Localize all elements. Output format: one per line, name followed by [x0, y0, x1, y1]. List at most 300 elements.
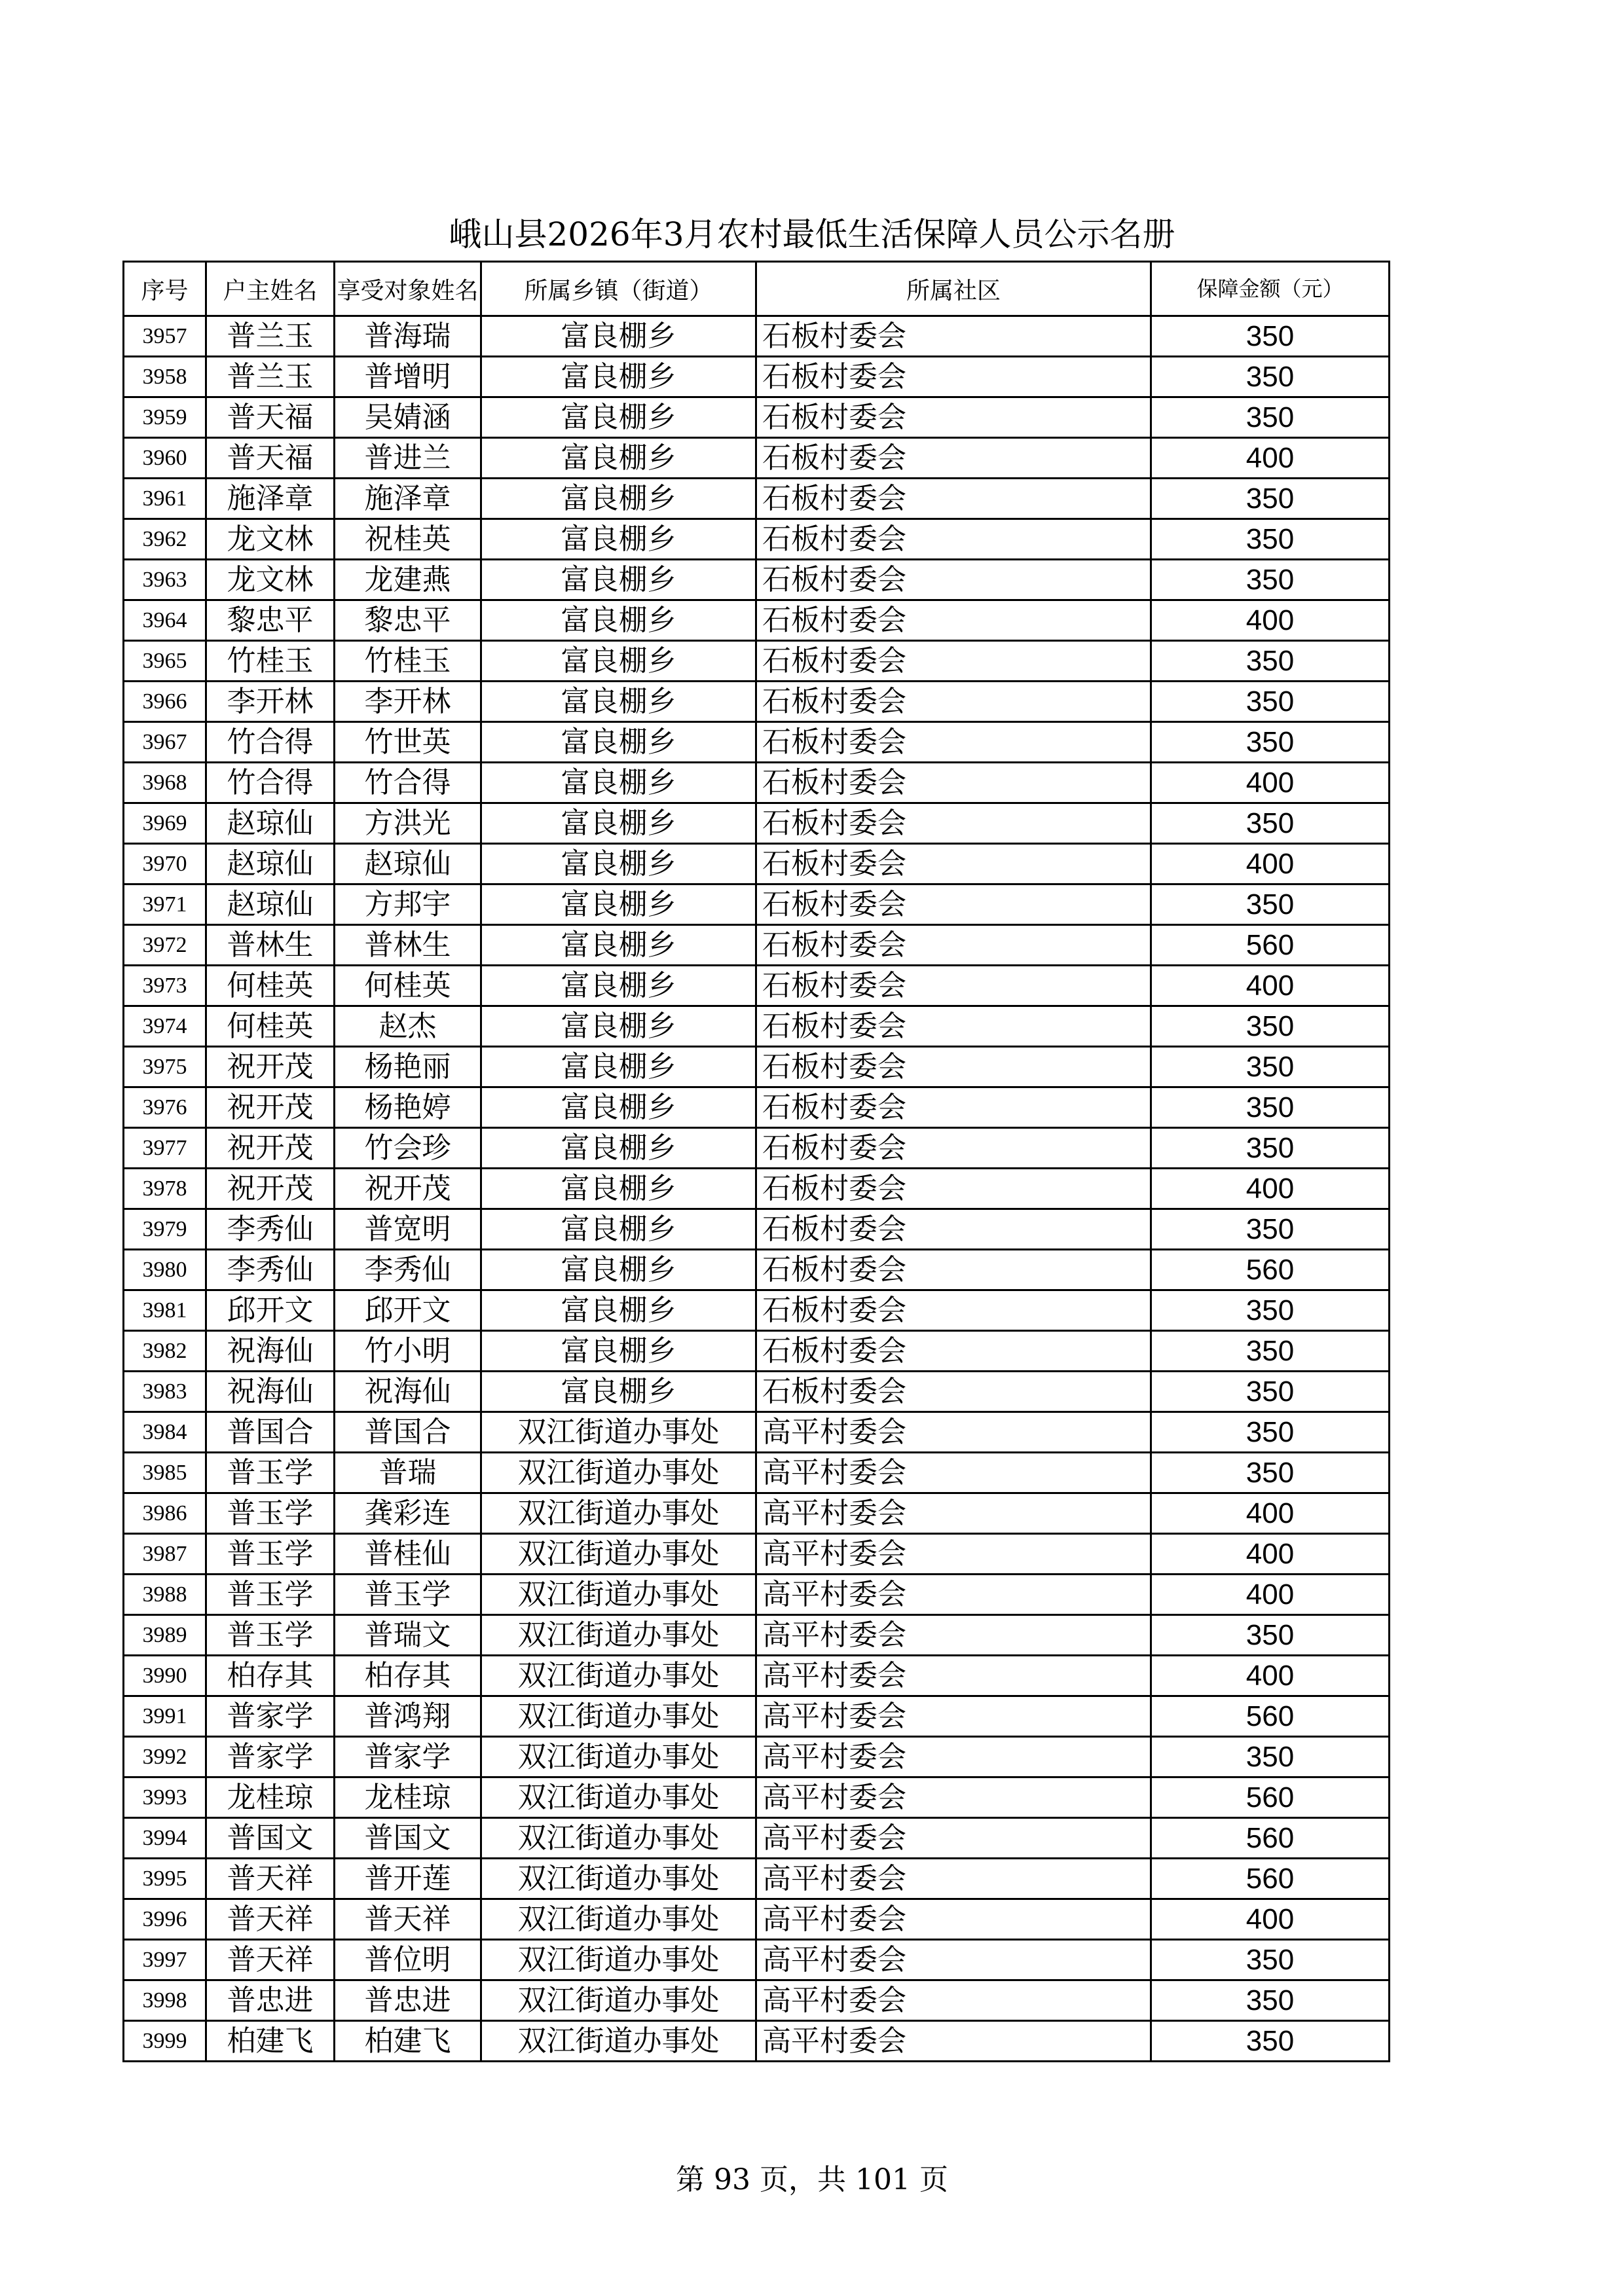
seq-cell: 3965	[124, 641, 206, 682]
householder-cell: 李秀仙	[206, 1209, 335, 1250]
township-cell: 双江街道办事处	[481, 1737, 756, 1777]
householder-cell: 李秀仙	[206, 1250, 335, 1290]
township-cell: 富良棚乡	[481, 925, 756, 966]
table-row	[124, 1899, 1390, 1940]
community-cell: 石板村委会	[756, 641, 1151, 682]
seq-cell: 3959	[124, 397, 206, 438]
community-cell: 高平村委会	[756, 1493, 1151, 1534]
beneficiary-cell: 普瑞文	[335, 1615, 481, 1656]
seq-cell: 3983	[124, 1372, 206, 1412]
township-cell: 双江街道办事处	[481, 1940, 756, 1980]
beneficiary-cell: 邱开文	[335, 1290, 481, 1331]
seq-cell: 3981	[124, 1290, 206, 1331]
beneficiary-cell: 李秀仙	[335, 1250, 481, 1290]
beneficiary-cell: 普国文	[335, 1818, 481, 1859]
table-row	[124, 682, 1390, 722]
beneficiary-cell: 竹世英	[335, 722, 481, 763]
beneficiary-cell: 竹会珍	[335, 1128, 481, 1169]
amount-cell: 400	[1151, 1493, 1390, 1534]
householder-cell: 何桂英	[206, 1006, 335, 1047]
township-cell: 富良棚乡	[481, 1209, 756, 1250]
beneficiary-cell: 柏建飞	[335, 2021, 481, 2062]
householder-cell: 普天祥	[206, 1940, 335, 1980]
seq-cell: 3960	[124, 438, 206, 479]
table-header-row	[124, 262, 1390, 316]
amount-cell: 350	[1151, 1412, 1390, 1453]
table-row	[124, 1615, 1390, 1656]
township-cell: 富良棚乡	[481, 1128, 756, 1169]
beneficiary-cell: 何桂英	[335, 966, 481, 1006]
community-cell: 石板村委会	[756, 1209, 1151, 1250]
householder-cell: 竹桂玉	[206, 641, 335, 682]
table-row	[124, 560, 1390, 600]
col-header-seq: 序号	[124, 262, 206, 316]
township-cell: 双江街道办事处	[481, 1615, 756, 1656]
seq-cell: 3980	[124, 1250, 206, 1290]
amount-cell: 400	[1151, 1169, 1390, 1209]
householder-cell: 竹合得	[206, 763, 335, 803]
amount-cell: 350	[1151, 2021, 1390, 2062]
beneficiary-cell: 黎忠平	[335, 600, 481, 641]
township-cell: 富良棚乡	[481, 1250, 756, 1290]
seq-cell: 3971	[124, 884, 206, 925]
community-cell: 石板村委会	[756, 1372, 1151, 1412]
seq-cell: 3963	[124, 560, 206, 600]
table-row	[124, 1087, 1390, 1128]
community-cell: 高平村委会	[756, 1818, 1151, 1859]
township-cell: 双江街道办事处	[481, 1453, 756, 1493]
community-cell: 高平村委会	[756, 2021, 1151, 2062]
householder-cell: 施泽章	[206, 479, 335, 519]
community-cell: 石板村委会	[756, 925, 1151, 966]
table-row	[124, 1696, 1390, 1737]
seq-cell: 3964	[124, 600, 206, 641]
community-cell: 高平村委会	[756, 1737, 1151, 1777]
amount-cell: 350	[1151, 1615, 1390, 1656]
householder-cell: 普忠进	[206, 1980, 335, 2021]
beneficiary-cell: 普国合	[335, 1412, 481, 1453]
community-cell: 高平村委会	[756, 1859, 1151, 1899]
amount-cell: 350	[1151, 1006, 1390, 1047]
amount-cell: 400	[1151, 1899, 1390, 1940]
community-cell: 石板村委会	[756, 1128, 1151, 1169]
householder-cell: 邱开文	[206, 1290, 335, 1331]
township-cell: 双江街道办事处	[481, 2021, 756, 2062]
table-row	[124, 357, 1390, 397]
community-cell: 石板村委会	[756, 1250, 1151, 1290]
seq-cell: 3991	[124, 1696, 206, 1737]
seq-cell: 3999	[124, 2021, 206, 2062]
community-cell: 石板村委会	[756, 1331, 1151, 1372]
township-cell: 富良棚乡	[481, 682, 756, 722]
amount-cell: 400	[1151, 600, 1390, 641]
township-cell: 富良棚乡	[481, 1372, 756, 1412]
township-cell: 富良棚乡	[481, 1006, 756, 1047]
householder-cell: 祝开茂	[206, 1128, 335, 1169]
amount-cell: 350	[1151, 1331, 1390, 1372]
seq-cell: 3987	[124, 1534, 206, 1575]
householder-cell: 普天祥	[206, 1859, 335, 1899]
community-cell: 石板村委会	[756, 844, 1151, 884]
householder-cell: 普家学	[206, 1737, 335, 1777]
seq-cell: 3979	[124, 1209, 206, 1250]
householder-cell: 普玉学	[206, 1453, 335, 1493]
township-cell: 富良棚乡	[481, 844, 756, 884]
amount-cell: 350	[1151, 1453, 1390, 1493]
amount-cell: 350	[1151, 641, 1390, 682]
col-header-community: 所属社区	[756, 262, 1151, 316]
householder-cell: 赵琼仙	[206, 884, 335, 925]
amount-cell: 350	[1151, 1980, 1390, 2021]
amount-cell: 350	[1151, 722, 1390, 763]
table-row	[124, 438, 1390, 479]
table-row	[124, 722, 1390, 763]
table-row	[124, 1372, 1390, 1412]
table-row	[124, 479, 1390, 519]
township-cell: 富良棚乡	[481, 600, 756, 641]
seq-cell: 3969	[124, 803, 206, 844]
householder-cell: 李开林	[206, 682, 335, 722]
amount-cell: 560	[1151, 925, 1390, 966]
table-row	[124, 1980, 1390, 2021]
table-row	[124, 1818, 1390, 1859]
table-row	[124, 1169, 1390, 1209]
householder-cell: 普玉学	[206, 1534, 335, 1575]
seq-cell: 3988	[124, 1575, 206, 1615]
table-body	[124, 316, 1390, 2062]
township-cell: 富良棚乡	[481, 722, 756, 763]
seq-cell: 3977	[124, 1128, 206, 1169]
amount-cell: 350	[1151, 1087, 1390, 1128]
seq-cell: 3997	[124, 1940, 206, 1980]
amount-cell: 400	[1151, 1534, 1390, 1575]
township-cell: 双江街道办事处	[481, 1493, 756, 1534]
amount-cell: 350	[1151, 1737, 1390, 1777]
table-row	[124, 1575, 1390, 1615]
table-row	[124, 600, 1390, 641]
community-cell: 高平村委会	[756, 1899, 1151, 1940]
table-row	[124, 1453, 1390, 1493]
seq-cell: 3985	[124, 1453, 206, 1493]
township-cell: 富良棚乡	[481, 763, 756, 803]
township-cell: 富良棚乡	[481, 438, 756, 479]
amount-cell: 350	[1151, 1372, 1390, 1412]
community-cell: 石板村委会	[756, 1006, 1151, 1047]
community-cell: 石板村委会	[756, 397, 1151, 438]
seq-cell: 3962	[124, 519, 206, 560]
community-cell: 高平村委会	[756, 1940, 1151, 1980]
col-header-amount: 保障金额（元）	[1151, 262, 1390, 316]
table-row	[124, 1412, 1390, 1453]
beneficiary-cell: 普鸿翔	[335, 1696, 481, 1737]
table-row	[124, 1737, 1390, 1777]
householder-cell: 柏存其	[206, 1656, 335, 1696]
amount-cell: 350	[1151, 479, 1390, 519]
amount-cell: 400	[1151, 1575, 1390, 1615]
amount-cell: 560	[1151, 1859, 1390, 1899]
amount-cell: 350	[1151, 1047, 1390, 1087]
community-cell: 石板村委会	[756, 1169, 1151, 1209]
township-cell: 双江街道办事处	[481, 1656, 756, 1696]
beneficiary-cell: 普瑞	[335, 1453, 481, 1493]
township-cell: 富良棚乡	[481, 1290, 756, 1331]
seq-cell: 3995	[124, 1859, 206, 1899]
community-cell: 石板村委会	[756, 966, 1151, 1006]
beneficiary-cell: 普开莲	[335, 1859, 481, 1899]
table-row	[124, 1493, 1390, 1534]
community-cell: 高平村委会	[756, 1412, 1151, 1453]
beneficiary-cell: 普林生	[335, 925, 481, 966]
table-row	[124, 1534, 1390, 1575]
householder-cell: 普玉学	[206, 1493, 335, 1534]
township-cell: 富良棚乡	[481, 966, 756, 1006]
amount-cell: 350	[1151, 519, 1390, 560]
beneficiary-cell: 普忠进	[335, 1980, 481, 2021]
beneficiary-cell: 普海瑞	[335, 316, 481, 357]
seq-cell: 3978	[124, 1169, 206, 1209]
table-row	[124, 641, 1390, 682]
table-row	[124, 1047, 1390, 1087]
township-cell: 双江街道办事处	[481, 1534, 756, 1575]
seq-cell: 3993	[124, 1777, 206, 1818]
amount-cell: 350	[1151, 397, 1390, 438]
amount-cell: 350	[1151, 316, 1390, 357]
community-cell: 高平村委会	[756, 1777, 1151, 1818]
beneficiary-cell: 赵琼仙	[335, 844, 481, 884]
seq-cell: 3984	[124, 1412, 206, 1453]
beneficiary-cell: 龚彩连	[335, 1493, 481, 1534]
beneficiary-cell: 李开林	[335, 682, 481, 722]
table-row	[124, 925, 1390, 966]
roster-table	[122, 261, 1390, 2062]
amount-cell: 350	[1151, 1290, 1390, 1331]
seq-cell: 3996	[124, 1899, 206, 1940]
township-cell: 富良棚乡	[481, 1087, 756, 1128]
householder-cell: 何桂英	[206, 966, 335, 1006]
table-row	[124, 844, 1390, 884]
community-cell: 高平村委会	[756, 1534, 1151, 1575]
community-cell: 石板村委会	[756, 438, 1151, 479]
householder-cell: 竹合得	[206, 722, 335, 763]
community-cell: 高平村委会	[756, 1980, 1151, 2021]
township-cell: 双江街道办事处	[481, 1899, 756, 1940]
col-header-beneficiary: 享受对象姓名	[335, 262, 481, 316]
householder-cell: 普家学	[206, 1696, 335, 1737]
township-cell: 双江街道办事处	[481, 1980, 756, 2021]
table-row	[124, 1006, 1390, 1047]
beneficiary-cell: 龙建燕	[335, 560, 481, 600]
beneficiary-cell: 祝桂英	[335, 519, 481, 560]
township-cell: 富良棚乡	[481, 641, 756, 682]
seq-cell: 3998	[124, 1980, 206, 2021]
seq-cell: 3967	[124, 722, 206, 763]
seq-cell: 3970	[124, 844, 206, 884]
community-cell: 石板村委会	[756, 357, 1151, 397]
seq-cell: 3968	[124, 763, 206, 803]
amount-cell: 400	[1151, 763, 1390, 803]
community-cell: 石板村委会	[756, 803, 1151, 844]
table-row	[124, 1777, 1390, 1818]
householder-cell: 普天福	[206, 438, 335, 479]
seq-cell: 3957	[124, 316, 206, 357]
township-cell: 富良棚乡	[481, 1331, 756, 1372]
page-title: 峨山县2026年3月农村最低生活保障人员公示名册	[449, 215, 1175, 253]
community-cell: 石板村委会	[756, 763, 1151, 803]
householder-cell: 龙文林	[206, 560, 335, 600]
page-footer: 第 93 页，共 101 页	[676, 2163, 948, 2196]
community-cell: 石板村委会	[756, 479, 1151, 519]
householder-cell: 普国文	[206, 1818, 335, 1859]
seq-cell: 3990	[124, 1656, 206, 1696]
householder-cell: 柏建飞	[206, 2021, 335, 2062]
householder-cell: 普国合	[206, 1412, 335, 1453]
table-row	[124, 519, 1390, 560]
seq-cell: 3972	[124, 925, 206, 966]
beneficiary-cell: 竹小明	[335, 1331, 481, 1372]
beneficiary-cell: 普进兰	[335, 438, 481, 479]
householder-cell: 祝开茂	[206, 1169, 335, 1209]
community-cell: 高平村委会	[756, 1615, 1151, 1656]
beneficiary-cell: 祝海仙	[335, 1372, 481, 1412]
table-row	[124, 1859, 1390, 1899]
community-cell: 石板村委会	[756, 519, 1151, 560]
community-cell: 石板村委会	[756, 1047, 1151, 1087]
householder-cell: 祝海仙	[206, 1331, 335, 1372]
householder-cell: 祝海仙	[206, 1372, 335, 1412]
beneficiary-cell: 吴婧涵	[335, 397, 481, 438]
seq-cell: 3966	[124, 682, 206, 722]
community-cell: 石板村委会	[756, 1290, 1151, 1331]
beneficiary-cell: 普天祥	[335, 1899, 481, 1940]
seq-cell: 3975	[124, 1047, 206, 1087]
township-cell: 富良棚乡	[481, 316, 756, 357]
beneficiary-cell: 普家学	[335, 1737, 481, 1777]
amount-cell: 400	[1151, 438, 1390, 479]
township-cell: 双江街道办事处	[481, 1696, 756, 1737]
householder-cell: 普兰玉	[206, 316, 335, 357]
township-cell: 双江街道办事处	[481, 1777, 756, 1818]
beneficiary-cell: 龙桂琼	[335, 1777, 481, 1818]
col-header-householder: 户主姓名	[206, 262, 335, 316]
beneficiary-cell: 竹桂玉	[335, 641, 481, 682]
table-row	[124, 803, 1390, 844]
beneficiary-cell: 普玉学	[335, 1575, 481, 1615]
table-row	[124, 763, 1390, 803]
amount-cell: 560	[1151, 1818, 1390, 1859]
township-cell: 富良棚乡	[481, 1047, 756, 1087]
seq-cell: 3992	[124, 1737, 206, 1777]
householder-cell: 龙文林	[206, 519, 335, 560]
beneficiary-cell: 普位明	[335, 1940, 481, 1980]
table-row	[124, 1209, 1390, 1250]
table-row	[124, 2021, 1390, 2062]
seq-cell: 3994	[124, 1818, 206, 1859]
township-cell: 富良棚乡	[481, 1169, 756, 1209]
beneficiary-cell: 普宽明	[335, 1209, 481, 1250]
seq-cell: 3974	[124, 1006, 206, 1047]
householder-cell: 龙桂琼	[206, 1777, 335, 1818]
community-cell: 高平村委会	[756, 1656, 1151, 1696]
amount-cell: 560	[1151, 1250, 1390, 1290]
seq-cell: 3976	[124, 1087, 206, 1128]
amount-cell: 560	[1151, 1777, 1390, 1818]
amount-cell: 350	[1151, 357, 1390, 397]
table-row	[124, 1290, 1390, 1331]
township-cell: 富良棚乡	[481, 803, 756, 844]
community-cell: 石板村委会	[756, 682, 1151, 722]
township-cell: 双江街道办事处	[481, 1859, 756, 1899]
township-cell: 富良棚乡	[481, 479, 756, 519]
community-cell: 石板村委会	[756, 722, 1151, 763]
amount-cell: 400	[1151, 1656, 1390, 1696]
beneficiary-cell: 方洪光	[335, 803, 481, 844]
householder-cell: 普林生	[206, 925, 335, 966]
col-header-township: 所属乡镇（街道）	[481, 262, 756, 316]
amount-cell: 400	[1151, 966, 1390, 1006]
table-row	[124, 1656, 1390, 1696]
amount-cell: 350	[1151, 1940, 1390, 1980]
table-row	[124, 1128, 1390, 1169]
table-row	[124, 966, 1390, 1006]
householder-cell: 普玉学	[206, 1615, 335, 1656]
table-row	[124, 1940, 1390, 1980]
township-cell: 富良棚乡	[481, 560, 756, 600]
table-row	[124, 1250, 1390, 1290]
seq-cell: 3986	[124, 1493, 206, 1534]
township-cell: 双江街道办事处	[481, 1818, 756, 1859]
householder-cell: 祝开茂	[206, 1047, 335, 1087]
householder-cell: 普天祥	[206, 1899, 335, 1940]
householder-cell: 普兰玉	[206, 357, 335, 397]
community-cell: 石板村委会	[756, 1087, 1151, 1128]
householder-cell: 黎忠平	[206, 600, 335, 641]
seq-cell: 3973	[124, 966, 206, 1006]
householder-cell: 普天福	[206, 397, 335, 438]
beneficiary-cell: 祝开茂	[335, 1169, 481, 1209]
amount-cell: 350	[1151, 884, 1390, 925]
community-cell: 高平村委会	[756, 1696, 1151, 1737]
amount-cell: 350	[1151, 803, 1390, 844]
table-row	[124, 316, 1390, 357]
beneficiary-cell: 杨艳丽	[335, 1047, 481, 1087]
beneficiary-cell: 竹合得	[335, 763, 481, 803]
community-cell: 高平村委会	[756, 1575, 1151, 1615]
beneficiary-cell: 普增明	[335, 357, 481, 397]
beneficiary-cell: 普桂仙	[335, 1534, 481, 1575]
seq-cell: 3989	[124, 1615, 206, 1656]
amount-cell: 350	[1151, 1209, 1390, 1250]
householder-cell: 祝开茂	[206, 1087, 335, 1128]
township-cell: 富良棚乡	[481, 884, 756, 925]
community-cell: 石板村委会	[756, 600, 1151, 641]
householder-cell: 普玉学	[206, 1575, 335, 1615]
township-cell: 富良棚乡	[481, 357, 756, 397]
amount-cell: 400	[1151, 844, 1390, 884]
seq-cell: 3982	[124, 1331, 206, 1372]
community-cell: 高平村委会	[756, 1453, 1151, 1493]
community-cell: 石板村委会	[756, 560, 1151, 600]
beneficiary-cell: 方邦宇	[335, 884, 481, 925]
amount-cell: 350	[1151, 1128, 1390, 1169]
township-cell: 双江街道办事处	[481, 1575, 756, 1615]
beneficiary-cell: 赵杰	[335, 1006, 481, 1047]
table-row	[124, 1331, 1390, 1372]
township-cell: 富良棚乡	[481, 397, 756, 438]
seq-cell: 3961	[124, 479, 206, 519]
table-row	[124, 884, 1390, 925]
community-cell: 石板村委会	[756, 884, 1151, 925]
table-row	[124, 397, 1390, 438]
